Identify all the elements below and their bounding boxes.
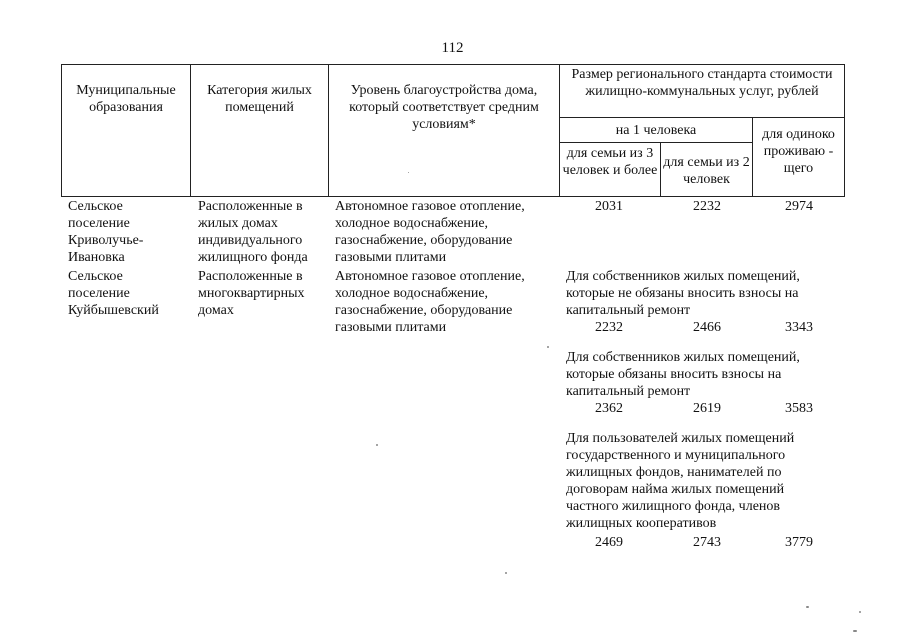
scan-speck [505, 572, 507, 574]
row2-municipality: Сельское поселение Куйбышевский [68, 269, 159, 318]
page-number: 112 [441, 40, 464, 56]
row2-group2-family2: 2619 [693, 401, 721, 416]
row2-group3-single: 3779 [785, 535, 813, 550]
row2-group3-family3: 2469 [595, 535, 623, 550]
header-municipality: Муниципальные образования [76, 83, 176, 115]
row2-group2-single: 3583 [785, 401, 813, 416]
row1-municipality: Сельское поселение Криволучье- Ивановка [68, 199, 144, 265]
header-category: Категория жилых помещений [207, 83, 312, 115]
header-family-2: для семьи из 2 человек [663, 155, 750, 187]
row2-group1-note: Для собственников жилых помещений, которые не обязаны вносить взносы на капитальный ремонт [566, 269, 800, 318]
row2-group2-note: Для собственников жилых помещений, которые обязаны вносить взносы на капитальный ремонт [566, 350, 800, 399]
row2-group3-family2: 2743 [693, 535, 721, 550]
row2-group1-family3: 2232 [595, 320, 623, 335]
row1-value-single: 2974 [785, 199, 813, 214]
header-bottom-border [61, 196, 845, 197]
row2-amenities: Автономное газовое отопление, холодное водоснабжение, газоснабжение, оборудование газовыми плитами [335, 269, 525, 335]
header-top-border [61, 64, 845, 65]
scan-speck [408, 172, 409, 173]
header-right-border [844, 64, 845, 197]
scan-speck [376, 444, 378, 446]
row1-value-family3: 2031 [595, 199, 623, 214]
scan-speck [853, 630, 857, 632]
row1-amenities: Автономное газовое отопление, холодное водоснабжение, газоснабжение, оборудование газовыми плитами [335, 199, 525, 265]
header-divider-2 [328, 64, 329, 197]
header-amenities: Уровень благоустройства дома, который соответствует средним условиям* [349, 83, 539, 132]
row1-category: Расположенные в жилых домах индивидуального жилищного фонда [198, 199, 308, 265]
row2-group3-note: Для пользователей жилых помещений государственного и муниципального жилищных фондов, нанимателей по договорам найма жилых помещений частного жилищного фонда, членов жилищных кооперативов [566, 431, 795, 531]
scan-speck [806, 606, 809, 608]
header-subrow-line [559, 117, 845, 118]
header-standard-cost: Размер регионального стандарта стоимости жилищно-коммунальных услуг, рублей [571, 67, 833, 99]
scan-speck [859, 611, 861, 613]
row2-group2-family3: 2362 [595, 401, 623, 416]
row2-group1-family2: 2466 [693, 320, 721, 335]
row2-category: Расположенные в многоквартирных домах [198, 269, 305, 318]
header-divider-5 [660, 142, 661, 197]
header-per-person: на 1 человека [615, 123, 697, 138]
header-subsubrow-line [559, 142, 752, 143]
scan-speck [547, 346, 549, 348]
row2-group1-single: 3343 [785, 320, 813, 335]
header-single: для одиноко проживаю - щего [762, 127, 835, 176]
row1-value-family2: 2232 [693, 199, 721, 214]
header-family-3: для семьи из 3 человек и более [562, 146, 658, 178]
